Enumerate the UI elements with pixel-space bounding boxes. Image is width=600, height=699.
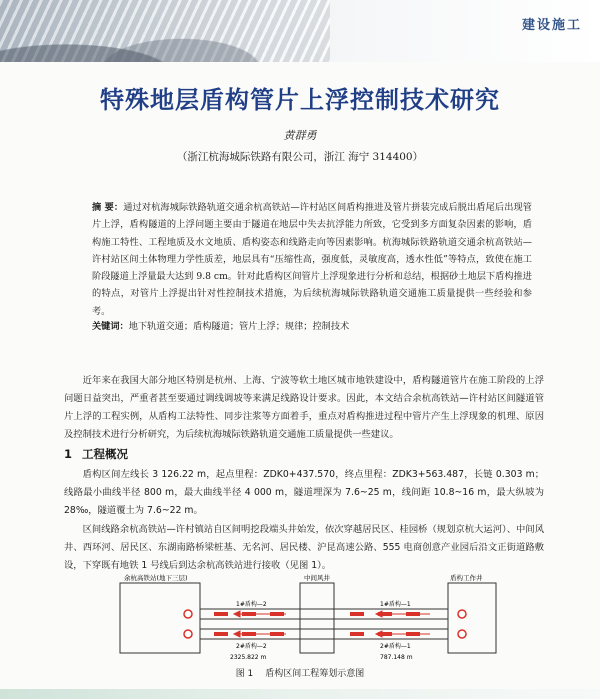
dist-right: 787.148 m bbox=[380, 654, 413, 661]
keywords-text: 地下轨道交通；盾构隧道；管片上浮；规律；控制技术 bbox=[128, 321, 350, 332]
paragraph-route: 区间线路余杭高铁站—许村镇站自区间明挖段端头井始发，依次穿越居民区、桂园桥（规划京杭大运河）、中间风井、西环河、居民区、东湖南路桥梁桩基、无名河、居民楼、沪昆高速公路、555 电商创意产业园后沿文正街道路敷设，下穿既有地铁 1 号线后到达余杭高铁站进行接收（见图 1）。 bbox=[64, 524, 544, 571]
segment-marks bbox=[214, 612, 420, 636]
shield-well-box bbox=[448, 583, 496, 653]
keywords bbox=[92, 318, 532, 332]
shield-machine-icon bbox=[184, 630, 192, 638]
shaft-mid-label: 中间风井 bbox=[304, 574, 330, 582]
label-r1: 1#盾构—1 bbox=[380, 601, 411, 608]
section-title: 工程概况 bbox=[82, 447, 129, 461]
station-left-label: 余杭高铁站(地下三层) bbox=[124, 574, 188, 582]
arrow-head-icon bbox=[234, 631, 240, 637]
section-heading bbox=[64, 446, 128, 462]
shield-machine-icon bbox=[458, 610, 466, 618]
section-number: 1 bbox=[64, 447, 73, 461]
arrow-head-icon bbox=[234, 611, 240, 617]
abstract-text: 通过对杭海城际铁路轨道交通余杭高铁站—许村站区间盾构推进及管片拼装完成后脱出盾尾后出现管片上浮，盾构隧道的上浮问题主要由于隧道在地层中失去抗浮能力所致，它受到多方面复杂因素的影响，盾构施工特性、工程地质及水文地质、盾构姿态和线路走向等因素影响。杭海城际铁路轨道交通余杭高铁站—许村站区间土体物理力学性质差，地层具有“压缩性高，强度低，灵敏度高，透水性低”等特点，致使在施工阶段隧道上浮量最大达到 9.8 cm。针对此盾构区间管片上浮现象进行分析和总结，根据砂土地层下盾构推进的特点，对管片上浮提出针对性控制技术措施，为后续杭海城际铁路轨道交通施工质量提供一些经验和参考。 bbox=[92, 202, 532, 317]
paragraph-alignment: 盾构区间左线长 3 126.22 m，起点里程：ZDK0+437.570，终点里程：ZDK3+563.487，长链 0.303 m；线路最小曲线半径 800 m，最大曲线半径 4 000 m，隧道埋深为 7.6~25 m，线间距 10.8~16 m，最大纵坡为 28‰，隧道覆土为 7.6~22 m。 bbox=[64, 469, 544, 516]
intro-paragraph: 近年来在我国大部分地区特别是杭州、上海、宁波等软土地区城市地铁建设中，盾构隧道管片在施工阶段的上浮问题日益突出，严重者甚至要通过调线调坡等来满足线路设计要求。因此，本文结合余杭高铁站—许村站区间隧道管片上浮的工程实例，从盾构工法特性、同步注浆等方面着手，重点对盾构推进过程中管片产生上浮现象的机理、原因及控制技术进行分析研究，为后续杭海城际铁路轨道交通施工质量提供一些建议。 bbox=[64, 375, 544, 440]
author: 黄群勇 bbox=[283, 129, 317, 142]
shield-machine-icon bbox=[184, 610, 192, 618]
label-l1: 1#盾构—2 bbox=[236, 601, 267, 608]
keywords-label: 关键词： bbox=[92, 321, 129, 332]
shaft-mid-box bbox=[300, 583, 334, 653]
abstract-label: 摘 要： bbox=[92, 202, 124, 213]
figure-diagram bbox=[118, 573, 514, 661]
label-r2: 2#盾构—1 bbox=[380, 643, 411, 650]
dist-left: 2325.822 m bbox=[230, 654, 267, 661]
label-l2: 2#盾构—2 bbox=[236, 643, 267, 650]
abstract bbox=[92, 199, 532, 320]
paper-title: 特殊地层盾构管片上浮控制技术研究 bbox=[100, 86, 500, 114]
arrow-head-icon bbox=[376, 631, 382, 637]
header-banner bbox=[0, 0, 600, 62]
caption-text: 盾构区间工程筹划示意图 bbox=[265, 669, 365, 679]
tunnel-plan-svg bbox=[118, 573, 514, 661]
arrow-head-icon bbox=[376, 611, 382, 617]
shield-machine-icon bbox=[458, 630, 466, 638]
header-photo bbox=[0, 0, 330, 62]
shield-well-label: 盾构工作井 bbox=[450, 574, 483, 582]
affiliation: （浙江杭海城际铁路有限公司，浙江 海宁 314400） bbox=[176, 151, 424, 163]
footer-band bbox=[0, 689, 600, 699]
section-tag: 建设施工 bbox=[521, 18, 582, 33]
caption-number: 图 1 bbox=[235, 669, 254, 679]
figure-caption bbox=[0, 666, 600, 679]
